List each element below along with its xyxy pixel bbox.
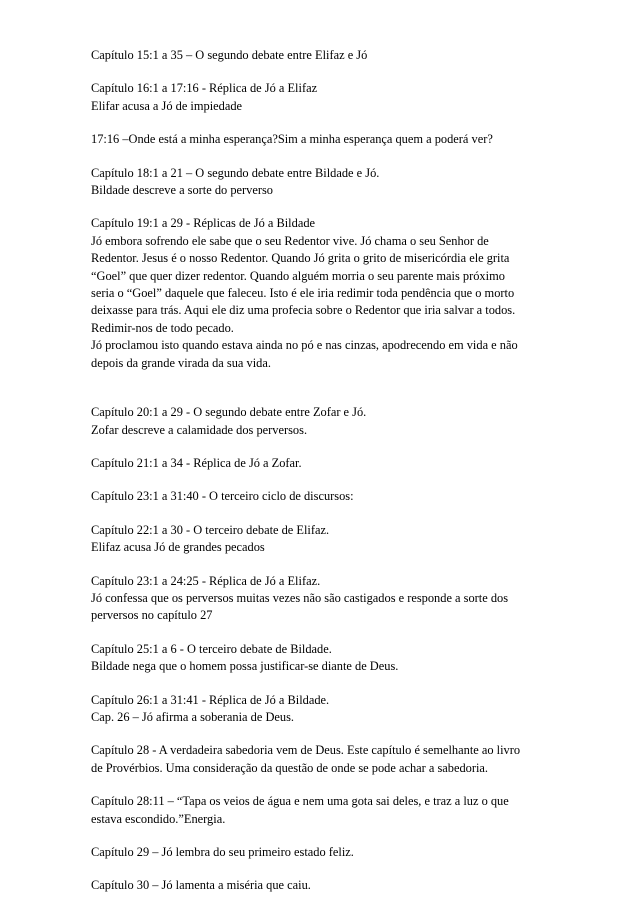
paragraph (91, 742, 551, 777)
text-line: Capítulo 21:1 a 34 - Réplica de Jó a Zofar. (91, 455, 302, 470)
text-line: Capítulo 20:1 a 29 - O segundo debate entre Zofar e Jó. (91, 405, 367, 420)
document-body (91, 47, 551, 911)
text-line: Capítulo 25:1 a 6 - O terceiro debate de Bildade. (91, 641, 332, 656)
paragraph (91, 793, 551, 828)
text-line: Jó embora sofrendo ele sabe que o seu Redentor vive. Jó chama o seu Senhor de (91, 233, 489, 248)
paragraph (91, 641, 551, 676)
text-line: 17:16 –Onde está a minha esperança?Sim a minha esperança quem a poderá ver? (91, 132, 493, 147)
text-line: Capítulo 19:1 a 29 - Réplicas de Jó a Bildade (91, 216, 316, 231)
paragraph (91, 404, 551, 439)
paragraph (91, 488, 551, 505)
text-line: “Goel” que quer dizer redentor. Quando alguém morria o seu parente mais próximo (91, 268, 505, 283)
text-line: Bildade nega que o homem possa justificar-se diante de Deus. (91, 659, 399, 674)
paragraph (91, 877, 551, 894)
text-line: Elifaz acusa Jó de grandes pecados (91, 540, 265, 555)
paragraph (91, 573, 551, 625)
text-line: Elifar acusa a Jó de impiedade (91, 98, 243, 113)
paragraph (91, 522, 551, 557)
text-line: de Provérbios. Uma consideração da questão de onde se pode achar a sabedoria. (91, 760, 489, 775)
paragraph (91, 844, 551, 861)
paragraph (91, 131, 551, 148)
paragraph (91, 80, 551, 115)
text-line: perversos no capítulo 27 (91, 608, 213, 623)
text-line: Capítulo 18:1 a 21 – O segundo debate entre Bildade e Jó. (91, 165, 380, 180)
paragraph (91, 692, 551, 727)
text-line: Capítulo 26:1 a 31:41 - Réplica de Jó a Bildade. (91, 692, 330, 707)
text-line: estava escondido.”Energia. (91, 811, 226, 826)
text-line: Bildade descreve a sorte do perverso (91, 183, 273, 198)
text-line: Capítulo 23:1 a 31:40 - O terceiro ciclo de discursos: (91, 489, 354, 504)
text-line: Capítulo 29 – Jó lembra do seu primeiro estado feliz. (91, 845, 354, 859)
text-line: deixasse para trás. Aqui ele diz uma profecia sobre o Redentor que iria salvar a todos. (91, 303, 516, 318)
paragraph (91, 165, 551, 200)
text-line: Capítulo 28:11 – “Tapa os veios de água e nem uma gota sai deles, e traz a luz o que (91, 794, 509, 809)
paragraph (91, 215, 551, 372)
text-line: Cap. 26 – Jó afirma a soberania de Deus. (91, 709, 295, 724)
text-line: Capítulo 28 - A verdadeira sabedoria vem de Deus. Este capítulo é semelhante ao livro (91, 743, 521, 758)
text-line: Redimir-nos de todo pecado. (91, 320, 234, 335)
text-line: Capítulo 16:1 a 17:16 - Réplica de Jó a Elifaz (91, 81, 318, 96)
text-line: depois da grande virada da sua vida. (91, 355, 271, 370)
text-line: Capítulo 30 – Jó lamenta a miséria que caiu. (91, 878, 311, 893)
text-line: Capítulo 23:1 a 24:25 - Réplica de Jó a Elifaz. (91, 573, 321, 588)
text-line: Jó proclamou isto quando estava ainda no pó e nas cinzas, apodrecendo em vida e não (91, 338, 518, 353)
text-line: seria o “Goel” daquele que faleceu. Isto é ele iria redimir toda pendência que o morto (91, 286, 515, 301)
text-line: Redentor. Jesus é o nosso Redentor. Quando Jó grita o grito de misericórdia ele grita (91, 251, 510, 266)
paragraph (91, 455, 551, 472)
text-line: Jó confessa que os perversos muitas vezes não são castigados e responde a sorte dos (91, 590, 509, 605)
paragraph (91, 47, 551, 64)
text-line: Capítulo 15:1 a 35 – O segundo debate entre Elifaz e Jó (91, 48, 368, 62)
text-line: Capítulo 22:1 a 30 - O terceiro debate de Elifaz. (91, 522, 330, 537)
text-line: Zofar descreve a calamidade dos perversos. (91, 422, 308, 437)
